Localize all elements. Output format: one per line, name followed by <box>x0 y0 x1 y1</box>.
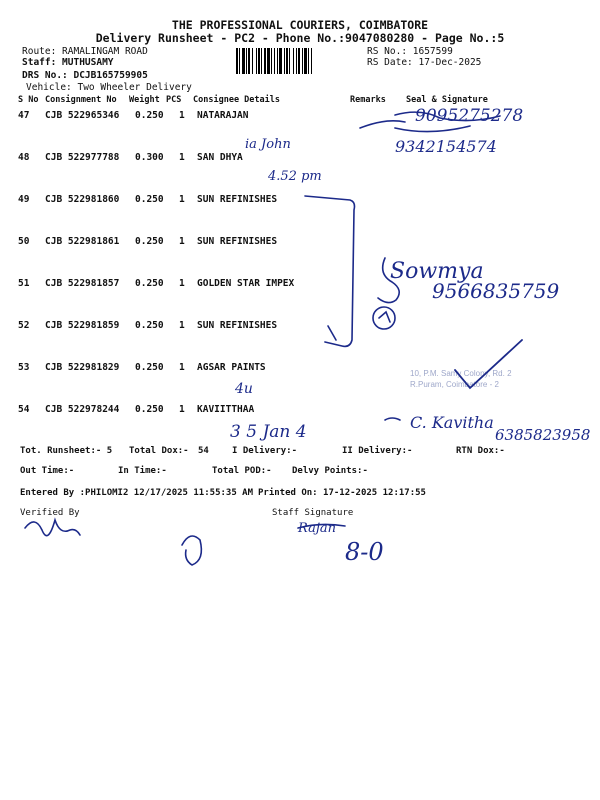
barcode-bar <box>286 48 288 74</box>
row-sno: 48 <box>18 152 30 163</box>
barcode-bar <box>252 48 253 74</box>
col-consignment: Consignment No <box>45 95 117 105</box>
hw-r47-name: ia John <box>245 137 291 152</box>
barcode-bar <box>256 48 257 74</box>
barcode-bar <box>277 48 278 74</box>
row-pcs: 1 <box>179 194 185 205</box>
printed-on: Printed On: 17-12-2025 12:17:55 <box>258 488 426 498</box>
table-row <box>0 236 600 250</box>
row-sno: 52 <box>18 320 30 331</box>
row-sno: 54 <box>18 404 30 415</box>
barcode-bar <box>271 48 272 74</box>
row-consignee: KAVIITTHAA <box>197 404 255 415</box>
barcode-bar <box>302 48 303 74</box>
hw-staff-sign: Rajan <box>298 521 336 536</box>
ink-stroke <box>385 418 400 420</box>
row-pcs: 1 <box>179 404 185 415</box>
staff-signature-label: Staff Signature <box>272 508 354 518</box>
barcode-bar <box>304 48 307 74</box>
barcode-bar <box>311 48 312 74</box>
row-pcs: 1 <box>179 362 185 373</box>
ink-stroke <box>182 536 201 565</box>
row-consignment: CJB 522965346 <box>45 110 120 121</box>
row-pcs: 1 <box>179 110 185 121</box>
table-row <box>0 278 600 292</box>
table-row <box>0 110 600 124</box>
rs-number: RS No.: 1657599 <box>367 46 453 57</box>
table-header <box>0 95 600 107</box>
table-row <box>0 152 600 166</box>
hw-staff-time: 8-0 <box>345 538 384 566</box>
barcode-bar <box>248 48 250 74</box>
delvy-points: Delvy Points:- <box>292 466 368 476</box>
row-weight: 0.250 <box>135 236 164 247</box>
row-consignee: NATARAJAN <box>197 110 249 121</box>
rtn-dox: RTN Dox:- <box>456 446 505 456</box>
rs-date: RS Date: 17-Dec-2025 <box>367 57 482 68</box>
stamp-line1: 10, P.M. Samy Colony, Rd. 2 <box>410 369 512 378</box>
barcode-bar <box>236 48 238 74</box>
barcode-bar <box>289 48 290 74</box>
barcode-bar <box>239 48 240 74</box>
staff-label: Staff: MUTHUSAMY <box>22 57 114 68</box>
total-pod: Total POD:- <box>212 466 272 476</box>
route-label: Route: RAMALINGAM ROAD <box>22 46 148 57</box>
row-weight: 0.250 <box>135 320 164 331</box>
total-runsheet: Tot. Runsheet:- 5 <box>20 446 113 456</box>
barcode-bar <box>267 48 270 74</box>
company-title: THE PROFESSIONAL COURIERS, COIMBATORE <box>171 18 429 32</box>
row-sno: 50 <box>18 236 30 247</box>
row-weight: 0.250 <box>135 404 164 415</box>
table-row <box>0 320 600 334</box>
barcode-bar <box>296 48 297 74</box>
ii-delivery: II Delivery:- <box>342 446 413 456</box>
hw-r54-name: C. Kavitha <box>410 413 494 432</box>
row-consignment: CJB 522981860 <box>45 194 120 205</box>
ink-stroke <box>298 524 345 528</box>
col-pcs: PCS <box>166 95 182 105</box>
row-pcs: 1 <box>179 152 185 163</box>
hw-r51-sign: Sowmya <box>390 259 484 284</box>
row-consignment: CJB 522977788 <box>45 152 120 163</box>
hw-r51-phone: 9566835759 <box>432 279 560 303</box>
row-sno: 47 <box>18 110 30 121</box>
barcode-bar <box>242 48 245 74</box>
row-consignment: CJB 522981859 <box>45 320 120 331</box>
row-weight: 0.250 <box>135 110 164 121</box>
row-weight: 0.250 <box>135 194 164 205</box>
col-remarks: Remarks <box>350 95 386 105</box>
ink-stroke <box>395 126 470 132</box>
hw-r54-date: 3 5 Jan 4 <box>230 422 307 442</box>
row-sno: 51 <box>18 278 30 289</box>
entered-by: Entered By :PHILOMI2 12/17/2025 11:55:35 AM <box>20 488 253 498</box>
vehicle-label: Vehicle: Two Wheeler Delivery <box>26 82 192 93</box>
drs-label: DRS No.: DCJB165759905 <box>22 70 148 81</box>
row-weight: 0.300 <box>135 152 164 163</box>
row-consignee: SUN REFINISHES <box>197 236 278 247</box>
row-consignee: GOLDEN STAR IMPEX <box>197 278 295 289</box>
col-weight: Weight <box>129 95 160 105</box>
hw-r54-phone: 6385823958 <box>495 426 591 444</box>
ink-stroke <box>25 520 80 536</box>
row-consignment: CJB 522981857 <box>45 278 120 289</box>
table-row <box>0 404 600 418</box>
hw-r48-name: 4.52 pm <box>268 169 322 184</box>
col-consignee: Consignee Details <box>193 95 280 105</box>
company-stamp <box>410 368 550 398</box>
barcode-bar <box>274 48 275 74</box>
row-consignee: AGSAR PAINTS <box>197 362 266 373</box>
barcode <box>235 48 363 74</box>
col-sno: S No <box>18 95 39 105</box>
barcode-bar <box>261 48 262 74</box>
in-time: In Time:- <box>118 466 167 476</box>
row-weight: 0.250 <box>135 278 164 289</box>
barcode-bar <box>258 48 260 74</box>
barcode-bar <box>284 48 285 74</box>
stamp-line2: R.Puram, Coimbatore - 2 <box>410 380 499 389</box>
barcode-bar <box>246 48 247 74</box>
verified-by-label: Verified By <box>20 508 80 518</box>
row-consignee: SUN REFINISHES <box>197 320 278 331</box>
row-pcs: 1 <box>179 236 185 247</box>
row-sno: 53 <box>18 362 30 373</box>
out-time: Out Time:- <box>20 466 75 476</box>
table-row <box>0 194 600 208</box>
row-consignment: CJB 522981829 <box>45 362 120 373</box>
row-consignment: CJB 522981861 <box>45 236 120 247</box>
barcode-bar <box>293 48 294 74</box>
row-consignee: SUN REFINISHES <box>197 194 278 205</box>
barcode-bar <box>279 48 282 74</box>
hw-r47-phone2: 9342154574 <box>395 137 497 156</box>
hw-r47-phone: 9095275278 <box>415 106 524 126</box>
total-dox-value: 54 <box>198 446 209 456</box>
i-delivery: I Delivery:- <box>232 446 298 456</box>
runsheet-subtitle: Delivery Runsheet - PC2 - Phone No.:9047080280 - Page No.:5 <box>95 31 505 45</box>
row-pcs: 1 <box>179 278 185 289</box>
hw-r53-note: 4u <box>235 381 253 397</box>
row-pcs: 1 <box>179 320 185 331</box>
row-weight: 0.250 <box>135 362 164 373</box>
row-consignment: CJB 522978244 <box>45 404 120 415</box>
row-consignee: SAN DHYA <box>197 152 243 163</box>
row-sno: 49 <box>18 194 30 205</box>
barcode-bar <box>264 48 266 74</box>
col-seal: Seal & Signature <box>406 95 488 105</box>
barcode-bar <box>298 48 300 74</box>
barcode-bar <box>308 48 309 74</box>
total-dox-label: Total Dox:- <box>129 446 189 456</box>
